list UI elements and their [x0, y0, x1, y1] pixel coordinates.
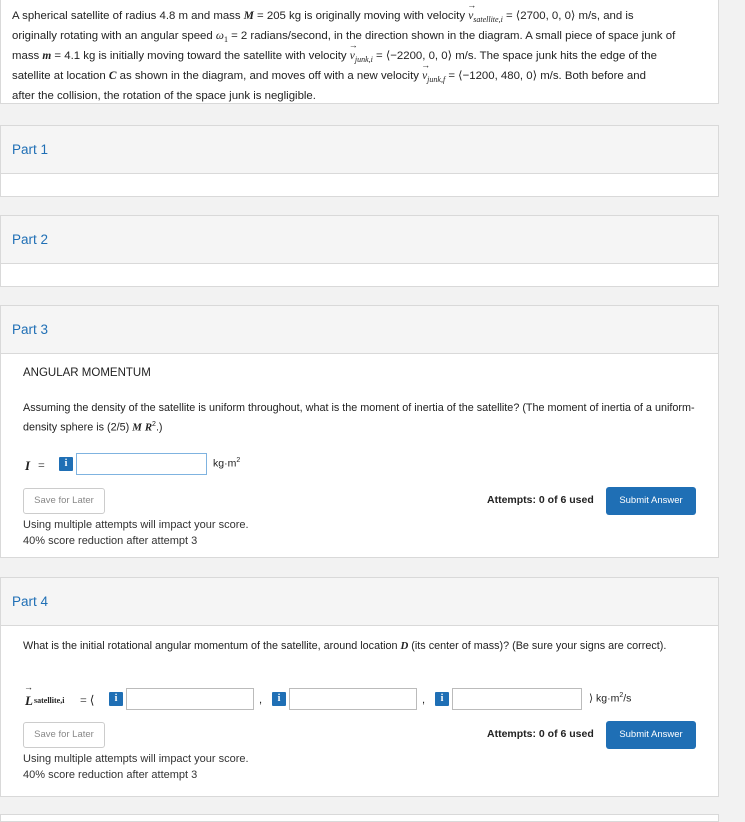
unit-label: ⟩ $kg\cdot m^2/s$ [589, 692, 632, 705]
part-3-panel [0, 305, 719, 558]
problem-line-2: originally rotating with an angular speed $\omega_1 = 2$ radians/second, in the direction shown in the diagram. A small piece of space junk of [12, 30, 676, 44]
part-1-header[interactable]: Part 1 [1, 126, 718, 174]
moment-of-inertia-symbol: I [25, 458, 31, 473]
attempts-warning: Using multiple attempts will impact your score. [23, 519, 249, 531]
info-icon-z[interactable]: i [435, 692, 449, 706]
part-4-panel [0, 577, 719, 797]
save-for-later-button[interactable]: Save for Later [23, 722, 105, 748]
problem-line-4: satellite at location C as shown in the diagram, and moves off with a new velocity → $v_{junk,f}$ = ⟨−1200, 480, 0⟩ m/s. Both before and [12, 68, 707, 88]
x-component-input[interactable] [126, 688, 254, 710]
equals-bracket: = ⟨ [80, 693, 95, 707]
problem-statement [0, 0, 719, 104]
equals-sign: = [38, 458, 45, 472]
part-2-panel [0, 215, 719, 287]
comma-2: , [422, 694, 426, 706]
attempts-counter: Attempts: 0 of 6 used [487, 728, 594, 740]
score-reduction-note: 40% score reduction after attempt 3 [23, 535, 198, 547]
save-for-later-button[interactable]: Save for Later [23, 488, 105, 514]
part-2-header[interactable]: Part 2 [1, 216, 718, 264]
submit-answer-button[interactable]: Submit Answer [606, 721, 696, 749]
y-component-input[interactable] [289, 688, 417, 710]
attempts-counter: Attempts: 0 of 6 used [487, 494, 594, 506]
next-part-edge [0, 814, 719, 822]
moment-of-inertia-input[interactable] [76, 453, 207, 475]
section-heading: ANGULAR MOMENTUM [23, 367, 151, 379]
unit-label: $kg\cdot m^2$ [213, 457, 241, 470]
part-3-header[interactable]: Part 3 [1, 306, 718, 354]
angular-momentum-symbol: → L [25, 693, 33, 709]
submit-answer-button[interactable]: Submit Answer [606, 487, 696, 515]
info-icon[interactable]: i [59, 457, 73, 471]
angular-momentum-subscript: satellite,i [34, 696, 65, 705]
info-icon-x[interactable]: i [109, 692, 123, 706]
score-reduction-note: 40% score reduction after attempt 3 [23, 769, 198, 781]
problem-line-5: after the collision, the rotation of the space junk is negligible. [12, 90, 316, 102]
part-4-question: What is the initial rotational angular momentum of the satellite, around location D (its center of mass)? (Be sure your signs are correct). [23, 640, 667, 652]
part-3-question: Assuming the density of the satellite is uniform throughout, what is the moment of inertia of the satellite? (The moment of inertia of a uniform-density sphere is (2/5) M $R^2$.) [23, 402, 695, 434]
z-component-input[interactable] [452, 688, 582, 710]
problem-line-3: mass m = 4.1 kg is initially moving toward the satellite with velocity → $v_{junk,i}$ = ⟨−2200, 0, 0⟩ m/s. The space junk hits the edge of the [12, 48, 707, 68]
part-1-panel [0, 125, 719, 197]
part-4-header[interactable]: Part 4 [1, 578, 718, 626]
problem-line-1: A spherical satellite of radius 4.8 m and mass M = 205 kg is originally moving with velocity → $v_{satellite,i}$ = ⟨2700, 0, 0⟩ m/s, and is [12, 8, 707, 28]
attempts-warning: Using multiple attempts will impact your score. [23, 753, 249, 765]
comma-1: , [259, 694, 263, 706]
info-icon-y[interactable]: i [272, 692, 286, 706]
